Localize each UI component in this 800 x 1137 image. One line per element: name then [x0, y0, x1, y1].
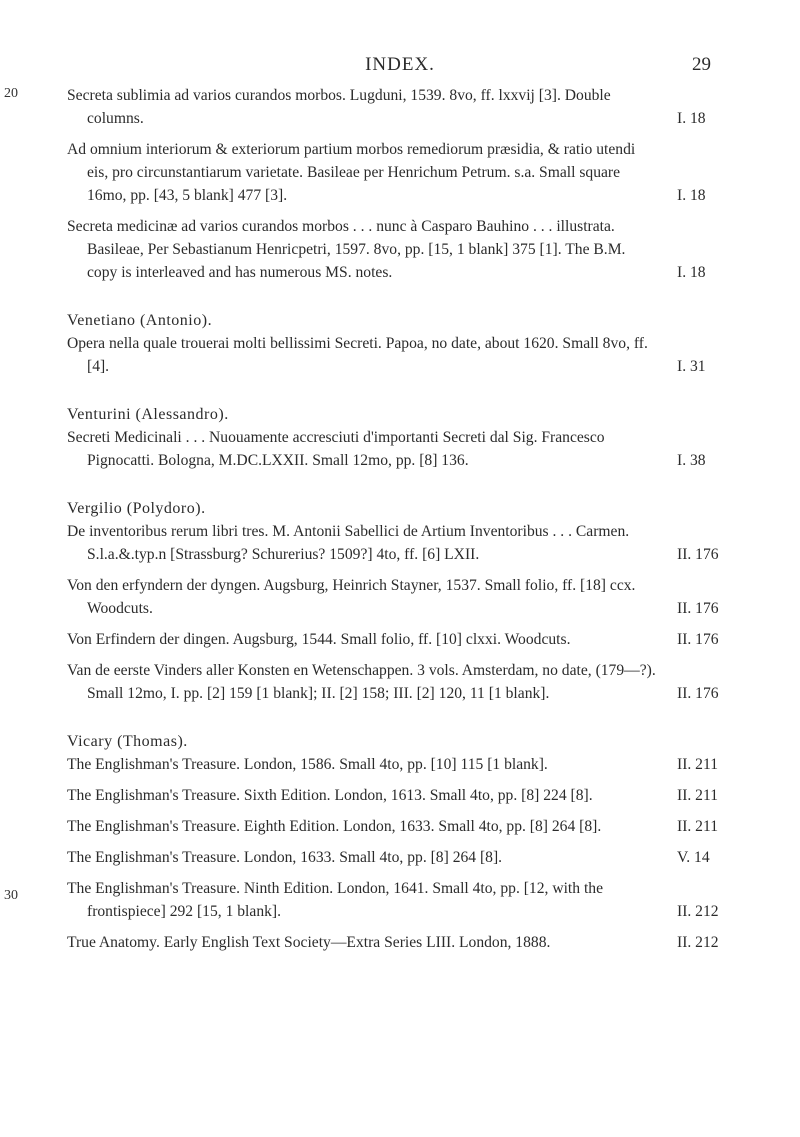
entry-text: The Englishman's Treasure. London, 1633. Small 4to, pp. [8] 264 [8]. — [67, 849, 503, 866]
index-entry — [67, 520, 757, 566]
entry-reference: II. 212 — [677, 903, 719, 920]
entry-reference: I. 38 — [677, 452, 706, 469]
entry-text: Secreta medicinæ ad varios curandos morbos . . . nunc à Casparo Bauhino . . . illustrata. Basileae, Per Sebastianum Henricpetri, 1597. 8vo, pp. [15, 1 blank] 375 [1]. The B.M. copy is interleaved and has numerous MS. notes. — [67, 218, 626, 281]
entry-text: Von den erfyndern der dyngen. Augsburg, Heinrich Stayner, 1537. Small folio, ff. [18] ccx. Woodcuts. — [67, 577, 636, 617]
author-group — [67, 84, 757, 284]
entry-text: The Englishman's Treasure. London, 1586. Small 4to, pp. [10] 115 [1 blank]. — [67, 756, 548, 773]
entry-text: The Englishman's Treasure. Eighth Edition. London, 1633. Small 4to, pp. [8] 264 [8]. — [67, 818, 602, 835]
index-entry — [67, 815, 757, 838]
index-entry — [67, 138, 757, 207]
index-entry — [67, 659, 757, 705]
index-entry — [67, 426, 757, 472]
entry-text: The Englishman's Treasure. Ninth Edition. London, 1641. Small 4to, pp. [12, with the frontispiece] 292 [15, 1 blank]. — [67, 880, 603, 920]
entry-reference: II. 176 — [677, 546, 719, 563]
margin-line-number: 20 — [4, 86, 18, 101]
entry-text: The Englishman's Treasure. Sixth Edition. London, 1613. Small 4to, pp. [8] 224 [8]. — [67, 787, 593, 804]
entry-reference: I. 18 — [677, 110, 706, 127]
index-entry — [67, 215, 757, 284]
entry-reference: II. 176 — [677, 600, 719, 617]
entry-reference: II. 212 — [677, 934, 719, 951]
index-entry — [67, 846, 757, 869]
page-title: INDEX. — [365, 54, 435, 75]
author-heading: Vergilio (Polydoro). — [67, 500, 206, 517]
entry-reference: I. 18 — [677, 187, 706, 204]
author-group — [67, 498, 757, 705]
entry-reference: II. 211 — [677, 756, 718, 773]
entry-text: Van de eerste Vinders aller Konsten en Wetenschappen. 3 vols. Amsterdam, no date, (179—?). Small 12mo, I. pp. [2] 159 [1 blank]; II. [2] 158; III. [2] 120, 11 [1 blank]. — [67, 662, 656, 702]
author-heading: Venetiano (Antonio). — [67, 312, 213, 329]
entry-text: Von Erfindern der dingen. Augsburg, 1544. Small folio, ff. [10] clxxi. Woodcuts. — [67, 631, 571, 648]
entry-reference: V. 14 — [677, 849, 710, 866]
entry-reference: II. 176 — [677, 631, 719, 648]
entry-text: De inventoribus rerum libri tres. M. Antonii Sabellici de Artium Inventoribus . . . Carmen. S.l.a.&.typ.n [Strassburg? Schurerius? 1509?] 4to, ff. [6] LXII. — [67, 523, 630, 563]
entry-text: Secreta sublimia ad varios curandos morbos. Lugduni, 1539. 8vo, ff. lxxvij [3]. Double columns. — [67, 87, 611, 127]
author-heading: Venturini (Alessandro). — [67, 406, 229, 423]
entry-reference: I. 31 — [677, 358, 706, 375]
entry-reference: II. 211 — [677, 818, 718, 835]
margin-line-number: 30 — [4, 888, 18, 903]
entry-text: Opera nella quale trouerai molti bellissimi Secreti. Papoa, no date, about 1620. Small 8vo, ff. [4]. — [67, 335, 648, 375]
entry-text: Ad omnium interiorum & exteriorum partium morbos remediorum præsidia, & ratio utendi eis, pro circunstantiarum varietate. Basileae per Henrichum Petrum. s.a. Small square 16mo, pp. [43, 5 blank] 477 [3]. — [67, 141, 636, 204]
entry-text: True Anatomy. Early English Text Society—Extra Series LIII. London, 1888. — [67, 934, 551, 951]
author-group — [67, 310, 757, 378]
author-group — [67, 404, 757, 472]
entry-text: Secreti Medicinali . . . Nuouamente accresciuti d'importanti Secreti dal Sig. Francesco Pignocatti. Bologna, M.DC.LXXII. Small 12mo, pp. [8] 136. — [67, 429, 605, 469]
index-entry — [67, 753, 757, 776]
index-entry — [67, 877, 757, 923]
index-entry — [67, 784, 757, 807]
page-number: 29 — [692, 54, 711, 75]
index-entry — [67, 931, 757, 954]
index-entry — [67, 332, 757, 378]
author-heading: Vicary (Thomas). — [67, 733, 188, 750]
index-entry — [67, 628, 757, 651]
author-group — [67, 731, 757, 954]
entry-reference: I. 18 — [677, 264, 706, 281]
index-content — [67, 84, 757, 980]
entry-reference: II. 176 — [677, 685, 719, 702]
index-entry — [67, 574, 757, 620]
index-entry — [67, 84, 757, 130]
entry-reference: II. 211 — [677, 787, 718, 804]
